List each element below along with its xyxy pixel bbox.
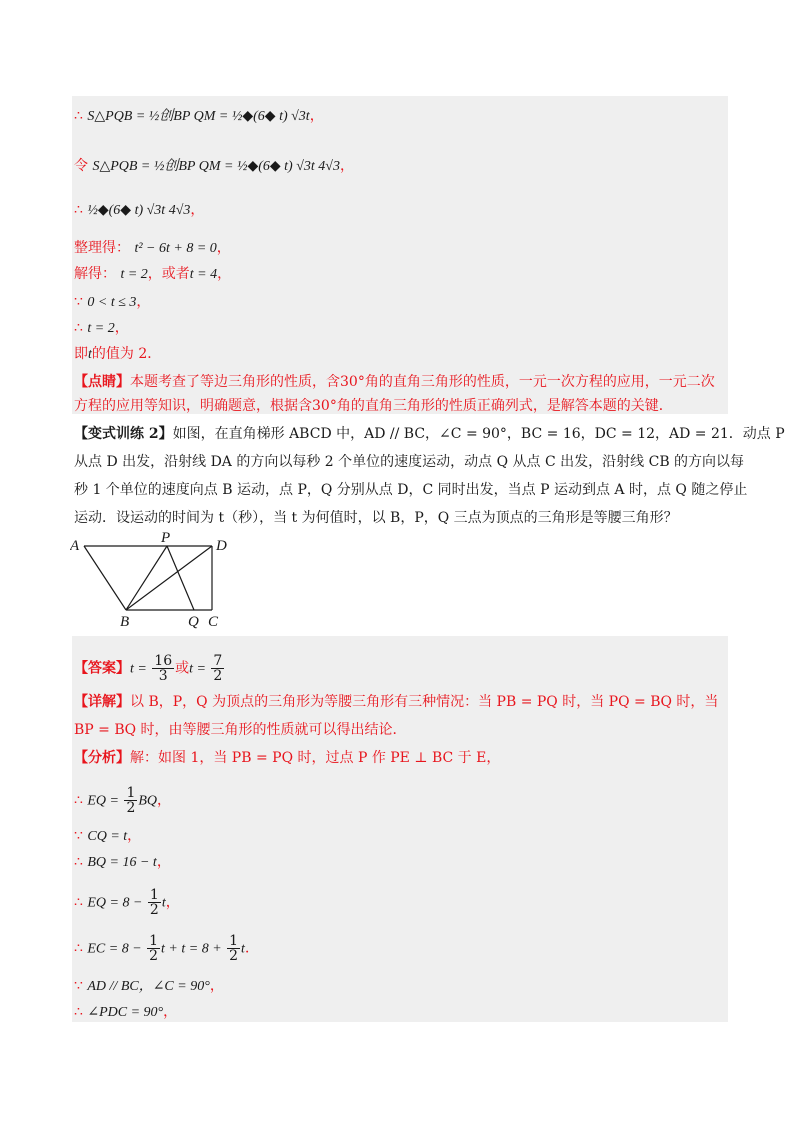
detail-line-1: 【详解】以 B，P，Q 为顶点的三角形为等腰三角形有三种情况：当 PB = PQ 时，当 PQ = BQ 时，当 <box>74 694 719 710</box>
formula: S△PQB = ½创BP QM = ½◆(6◆ t) √3t <box>87 109 310 124</box>
line-area-formula: ∴ S△PQB = ½创BP QM = ½◆(6◆ t) √3t， <box>74 108 324 124</box>
line-equation: ∴ ½◆(6◆ t) √3t 4√3， <box>74 202 205 218</box>
segment-bp <box>126 546 167 610</box>
therefore-symbol: ∴ <box>74 1004 83 1020</box>
comment-line-1: 【点睛】本题考查了等边三角形的性质，含30°角的直角三角形的性质，一元一次方程的应用，一元二次 <box>74 374 715 390</box>
answer-tag: 【答案】 <box>74 660 130 677</box>
analysis-step-5: ∴ EC = 8 − $\frac{1}{2}$ t + t = 8 + $\frac{1}{2}$ t． <box>74 933 259 964</box>
analysis-step-1: ∴ EQ = $\frac{1}{2}$ BQ， <box>74 785 172 816</box>
line-let-area: 令 S△PQB = ½创BP QM = ½◆(6◆ t) √3t 4√3， <box>74 158 354 174</box>
analysis-step-4: ∴ EQ = 8 − $\frac{1}{2}$ t， <box>74 887 180 918</box>
label-b: B <box>120 614 130 630</box>
segment-pq <box>167 546 194 610</box>
analysis-step-2: ∵ CQ = t， <box>74 828 142 844</box>
analysis-tag: 【分析】 <box>74 750 130 766</box>
trapezoid-figure <box>70 530 240 630</box>
therefore-symbol: ∴ <box>74 894 83 911</box>
fraction-16-3: $\frac{16}{3}$ <box>154 653 173 684</box>
problem-line-4: 运动．设运动的时间为 t（秒），当 t 为何值时，以 B，P，Q 三点为顶点的三角形是等腰三角形？ <box>74 510 678 526</box>
because-symbol: ∵ <box>74 978 83 994</box>
line-conclusion: 即t的值为 2． <box>74 346 162 362</box>
because-symbol: ∵ <box>74 294 83 310</box>
line-since-range: ∵ 0 < t ≤ 3， <box>74 294 151 310</box>
segment-ab <box>84 546 126 610</box>
therefore-symbol: ∴ <box>74 792 83 809</box>
comment-tag: 【点睛】 <box>74 374 130 390</box>
problem-line-1: 【变式训练 2】如图，在直角梯形 ABCD 中，AD // BC，∠C = 90°，BC = 16，DC = 12，AD = 21．动点 P <box>74 426 785 442</box>
label-d: D <box>216 538 227 554</box>
analysis-step-3: ∴ BQ = 16 − t， <box>74 854 171 870</box>
therefore-symbol: ∴ <box>74 320 83 336</box>
problem-line-2: 从点 D 出发，沿射线 DA 的方向以每秒 2 个单位的速度运动，动点 Q 从点 C 出发，沿射线 CB 的方向以每 <box>74 454 745 470</box>
line-result: ∴ t = 2， <box>74 320 129 336</box>
label-a: A <box>70 538 80 554</box>
detail-line-2: BP = BQ 时，由等腰三角形的性质就可以得出结论． <box>74 722 407 738</box>
segment-bd <box>126 546 212 610</box>
label-c: C <box>208 614 219 630</box>
fraction-half: $\frac{1}{2}$ <box>149 933 159 964</box>
label-p: P <box>161 530 171 546</box>
fraction-half: $\frac{1}{2}$ <box>229 933 239 964</box>
formula: t² − 6t + 8 = 0 <box>134 241 217 256</box>
therefore-symbol: ∴ <box>74 854 83 870</box>
formula: 0 < t ≤ 3 <box>87 295 137 310</box>
comment-line-2: 方程的应用等知识，明确题意，根据含30°角的直角三角形的性质正确列式，是解答本题的关键． <box>74 398 673 414</box>
line-simplify: 整理得： t² − 6t + 8 = 0， <box>74 240 231 256</box>
problem-line-3: 秒 1 个单位的速度向点 B 运动，点 P，Q 分别从点 D，C 同时出发，当点 P 运动到点 A 时，点 Q 随之停止 <box>74 482 748 498</box>
fraction-7-2: $\frac{7}{2}$ <box>213 653 223 684</box>
therefore-symbol: ∴ <box>74 202 83 218</box>
analysis-step-7: ∴ ∠PDC = 90°， <box>74 1004 178 1020</box>
fraction-half: $\frac{1}{2}$ <box>149 887 159 918</box>
label-q: Q <box>188 614 199 630</box>
line-solve: 解得： t = 2，或者t = 4， <box>74 266 232 282</box>
formula: S△PQB = ½创BP QM = ½◆(6◆ t) √3t 4√3 <box>92 159 340 174</box>
because-symbol: ∵ <box>74 828 83 844</box>
analysis-line-1: 【分析】解：如图 1，当 PB = PQ 时，过点 P 作 PE ⊥ BC 于 E， <box>74 750 501 766</box>
fraction-half: $\frac{1}{2}$ <box>126 785 136 816</box>
therefore-symbol: ∴ <box>74 940 83 957</box>
analysis-step-6: ∵ AD // BC，∠C = 90°， <box>74 978 224 994</box>
formula: t = 2 <box>87 321 115 336</box>
answer-line: 【答案】t = $\frac{16}{3}$ 或t = $\frac{7}{2}$ <box>74 653 223 684</box>
formula: ½◆(6◆ t) √3t 4√3 <box>87 203 191 218</box>
detail-tag: 【详解】 <box>74 694 130 710</box>
therefore-symbol: ∴ <box>74 108 83 124</box>
let-word: 令 <box>74 158 88 174</box>
problem-tag: 【变式训练 2】 <box>74 426 173 442</box>
